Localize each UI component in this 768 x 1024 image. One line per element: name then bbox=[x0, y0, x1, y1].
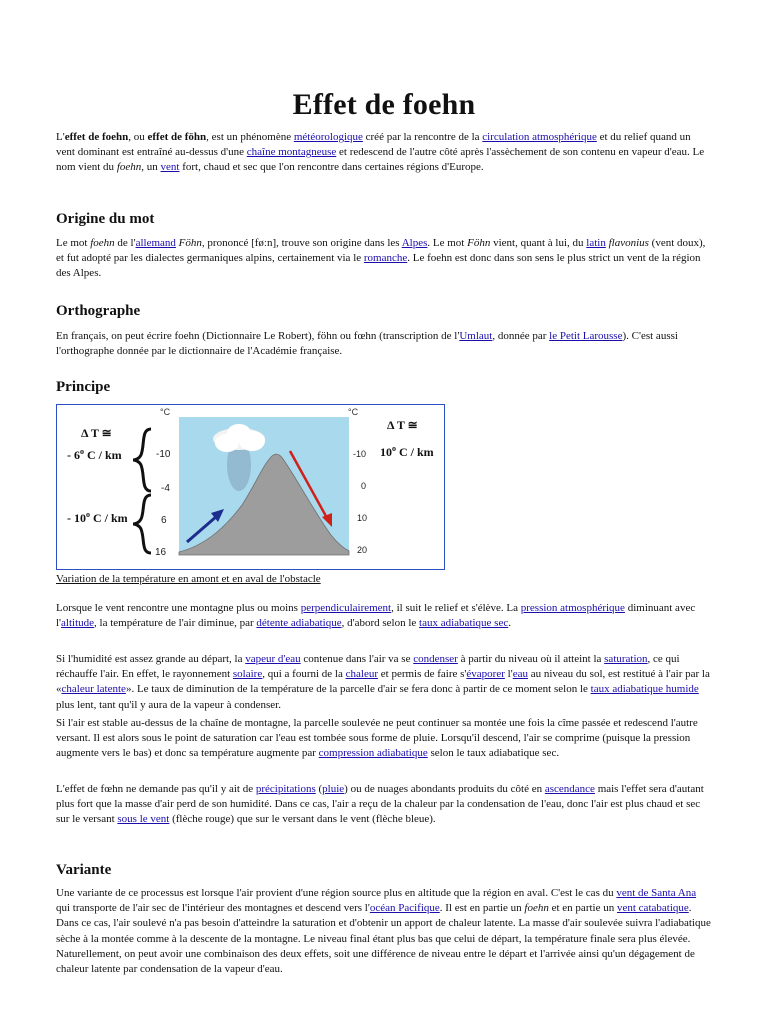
link-taux-adiabatique-humide[interactable]: taux adiabatique humide bbox=[590, 683, 699, 696]
text: selon le taux adiabatique sec. bbox=[427, 747, 560, 760]
italic-term: foehn bbox=[90, 237, 115, 249]
text: créé par la rencontre de la bbox=[362, 131, 483, 143]
principe-paragraph-4 bbox=[56, 782, 711, 828]
link-ocean-pacifique[interactable]: océan Pacifique bbox=[369, 902, 440, 915]
left-tick: -10 bbox=[156, 449, 171, 460]
bold-term: effet de foehn bbox=[64, 131, 129, 143]
delta-left: Δ T ≅ bbox=[81, 426, 112, 440]
text: qui transporte de l'air sec de l'intérieur des montagnes et descend vers l' bbox=[56, 902, 370, 915]
link-precipitations[interactable]: précipitations bbox=[255, 783, 316, 795]
unit-right: °C bbox=[348, 407, 359, 417]
delta-right: Δ T ≅ bbox=[387, 418, 418, 432]
link-chaleur[interactable]: chaleur bbox=[345, 668, 378, 681]
link-ascendance[interactable]: ascendance bbox=[544, 783, 595, 795]
text: et du relief quand un vent dominant est entraîné au-dessus d'une bbox=[56, 131, 691, 159]
text: et en partie un bbox=[548, 902, 617, 915]
text: Lorsque le vent rencontre une montagne plus ou moins bbox=[56, 602, 301, 614]
text: l' bbox=[504, 668, 513, 681]
text: et permis de faire s' bbox=[378, 668, 467, 681]
link-vent-catabatique[interactable]: vent catabatique bbox=[616, 902, 689, 915]
link-saturation[interactable]: saturation bbox=[604, 653, 648, 665]
link-meteorologique[interactable]: météorologique bbox=[293, 131, 363, 143]
right-tick: 10 bbox=[357, 513, 368, 523]
link-circulation-atmospherique[interactable]: circulation atmosphérique bbox=[482, 131, 597, 143]
link-detente-adiabatique[interactable]: détente adiabatique bbox=[256, 617, 342, 630]
text: fort, chaud et sec que l'on rencontre dans certaines régions d'Europe. bbox=[179, 161, 484, 174]
text: . bbox=[508, 617, 511, 630]
italic-term: foehn bbox=[116, 161, 142, 174]
bold-term: effet de föhn bbox=[147, 131, 207, 143]
left-tick: -4 bbox=[161, 483, 170, 494]
text: ). C'est aussi l'orthographe donnée par le dictionnaire de l'Académie française. bbox=[56, 330, 678, 358]
link-vent-de-santa-ana[interactable]: vent de Santa Ana bbox=[616, 887, 697, 899]
italic-term: Föhn bbox=[178, 237, 202, 249]
text: Une variante de ce processus est lorsque l'air provient d'une région source plus en altitude que la région en aval. C'est le cas du bbox=[56, 887, 617, 899]
text: , ce qui réchauffe l'air. En effet, le rayonnement bbox=[56, 653, 680, 681]
text: diminuant avec l' bbox=[56, 602, 696, 630]
link-condenser[interactable]: condenser bbox=[413, 653, 458, 665]
link-chaine-montagneuse[interactable]: chaîne montagneuse bbox=[246, 146, 337, 159]
left-tick: 16 bbox=[155, 547, 167, 558]
text: L'effet de fœhn ne demande pas qu'il y ait de bbox=[56, 783, 256, 795]
text: de l' bbox=[114, 237, 136, 249]
text: contenue dans l'air va se bbox=[300, 653, 414, 665]
page-title: Effet de foehn bbox=[292, 88, 476, 121]
rate-unit: C / km bbox=[84, 448, 122, 462]
link-vapeur-deau[interactable]: vapeur d'eau bbox=[245, 653, 301, 665]
left-tick: 6 bbox=[161, 515, 167, 526]
right-tick: 20 bbox=[357, 545, 368, 555]
rate-unit: C / km bbox=[396, 445, 434, 459]
foehn-diagram[interactable] bbox=[56, 404, 445, 570]
principe-paragraph-3 bbox=[56, 716, 711, 762]
rate-value: - 6 bbox=[67, 448, 80, 462]
text: , d'abord selon le bbox=[341, 617, 420, 630]
text: (vent doux), et fut adopté par les dialectes germaniques alpins, certainement via le bbox=[56, 237, 706, 265]
link-petit-larousse[interactable]: le Petit Larousse bbox=[549, 330, 623, 342]
link-sous-le-vent[interactable]: sous le vent bbox=[117, 813, 170, 826]
link-latin[interactable]: latin bbox=[586, 237, 606, 249]
link-taux-adiabatique-sec[interactable]: taux adiabatique sec bbox=[419, 617, 509, 630]
link-eau[interactable]: eau bbox=[512, 668, 528, 681]
link-evaporer[interactable]: évaporer bbox=[466, 668, 505, 681]
orthographe-paragraph bbox=[56, 329, 711, 359]
text: , qui a fourni de la bbox=[262, 668, 346, 681]
text: Si l'air est stable au-dessus de la chaîne de montagne, la parcelle soulevée ne peut continuer sa montée une fois la cîme passée et redescend l'autre versant. Il est alors sous le point de saturation car l'eau est tombée sous forme de pluie. Lorsqu'il descend, l'air se comprime (puisque la pression augmente vers le bas) et donc sa température augmente par bbox=[56, 717, 698, 760]
italic-term: flavonius bbox=[608, 237, 649, 249]
text: L' bbox=[56, 131, 65, 143]
text: , la température de l'air diminue, par bbox=[94, 617, 257, 630]
link-altitude[interactable]: altitude bbox=[61, 617, 95, 630]
text: , ou bbox=[128, 131, 148, 143]
text: . Il est en partie un bbox=[439, 902, 525, 915]
text: plus lent, tant qu'il y aura de la vapeur à condenser. bbox=[56, 698, 281, 711]
rate-right bbox=[380, 444, 434, 459]
link-romanche[interactable]: romanche bbox=[363, 252, 408, 265]
text: , un bbox=[141, 161, 161, 174]
brace-top bbox=[133, 429, 151, 491]
italic-term: foehn bbox=[524, 902, 549, 915]
rate-value: 10 bbox=[380, 445, 392, 459]
variante-paragraph bbox=[56, 886, 711, 977]
right-tick: -10 bbox=[353, 449, 367, 459]
principe-paragraph-1 bbox=[56, 601, 711, 631]
text: . Le foehn est donc dans son sens le plus strict un vent de la région des Alpes. bbox=[56, 252, 701, 280]
text: ». Le taux de diminution de la température de la parcelle d'air se fera donc à partir de ce moment selon le bbox=[125, 683, 591, 696]
rate-unit: C / km bbox=[90, 511, 128, 525]
heading-principe: Principe bbox=[56, 379, 111, 395]
unit-left: °C bbox=[160, 407, 171, 417]
rate-value: - 10 bbox=[67, 511, 86, 525]
origine-paragraph bbox=[56, 236, 711, 282]
link-vent[interactable]: vent bbox=[160, 161, 180, 174]
text: à partir du niveau où il atteint la bbox=[457, 653, 605, 665]
link-alpes[interactable]: Alpes bbox=[401, 237, 428, 249]
link-compression-adiabatique[interactable]: compression adiabatique bbox=[318, 747, 428, 760]
text: , donnée par bbox=[492, 330, 550, 342]
link-solaire[interactable]: solaire bbox=[232, 668, 263, 681]
heading-origine: Origine du mot bbox=[56, 211, 155, 227]
link-umlaut[interactable]: Umlaut bbox=[459, 330, 493, 342]
italic-term: Föhn bbox=[467, 237, 491, 249]
text: . Dans ce cas, l'air soulevé n'a pas besoin d'atteindre la saturation et d'obtenir un apport de chaleur latente. La masse d'air soulevée suivra l'adiabatique sèche à la montée comme à la descente de la montagne. Le niveau final étant plus bas que celui de départ, la température finale sera plus élevée. Naturellement, on peut avoir une combinaison des deux effets, soit une différence de niveau entre le départ et l'arrivée ainsi qu'un dégagement de chaleur latente par condensation de la vapeur d'eau. bbox=[56, 902, 711, 976]
text: (flèche rouge) que sur le versant dans le vent (flèche bleue). bbox=[169, 813, 436, 826]
link-pluie[interactable]: pluie bbox=[322, 783, 345, 795]
text: , prononcé [føːn], trouve son origine dans les bbox=[201, 237, 402, 249]
text: et redescend de l'autre côté après l'assèchement de son contenu en vapeur d'eau. Le nom vient du bbox=[56, 146, 705, 174]
heading-variante: Variante bbox=[56, 862, 112, 878]
rate-exp: o bbox=[86, 510, 90, 519]
rate-top-left bbox=[67, 447, 122, 462]
link-allemand[interactable]: allemand bbox=[135, 237, 176, 249]
text: mais l'effet sera d'autant plus fort que la masse d'air perd de son humidité. Dans ce cas, l'air a reçu de la chaleur par la condensation de l'eau, donc l'air est plus chaud et sec sur le versant bbox=[56, 783, 704, 826]
link-perpendiculairement[interactable]: perpendiculairement bbox=[300, 602, 392, 614]
brace-bottom bbox=[133, 495, 151, 553]
link-chaleur-latente[interactable]: chaleur latente bbox=[61, 683, 126, 696]
text: Si l'humidité est assez grande au départ, la bbox=[56, 653, 246, 665]
rate-exp: o bbox=[392, 444, 396, 453]
figure-caption[interactable]: Variation de la température en amont et en aval de l'obstacle bbox=[56, 573, 321, 585]
link-pression-atmospherique[interactable]: pression atmosphérique bbox=[520, 602, 625, 614]
principe-paragraph-2 bbox=[56, 652, 711, 713]
text: , est un phénomène bbox=[206, 131, 294, 143]
heading-orthographe: Orthographe bbox=[56, 303, 141, 319]
text: . Le mot bbox=[427, 237, 468, 249]
text: ( bbox=[315, 783, 323, 795]
right-tick: 0 bbox=[361, 481, 367, 491]
text: au niveau du sol, est restitué à l'air par la « bbox=[56, 668, 710, 696]
rate-exp: o bbox=[80, 447, 84, 456]
text: ) ou de nuages abondants produits du côté en bbox=[344, 783, 545, 795]
intro-paragraph bbox=[56, 130, 711, 176]
rate-bottom-left bbox=[67, 510, 128, 525]
text: En français, on peut écrire foehn (Dictionnaire Le Robert), föhn ou fœhn (transcription de l' bbox=[56, 330, 460, 342]
text: , il suit le relief et s'élève. La bbox=[391, 602, 521, 614]
text: Le mot bbox=[56, 237, 91, 249]
text: vient, quant à lui, du bbox=[490, 237, 587, 249]
